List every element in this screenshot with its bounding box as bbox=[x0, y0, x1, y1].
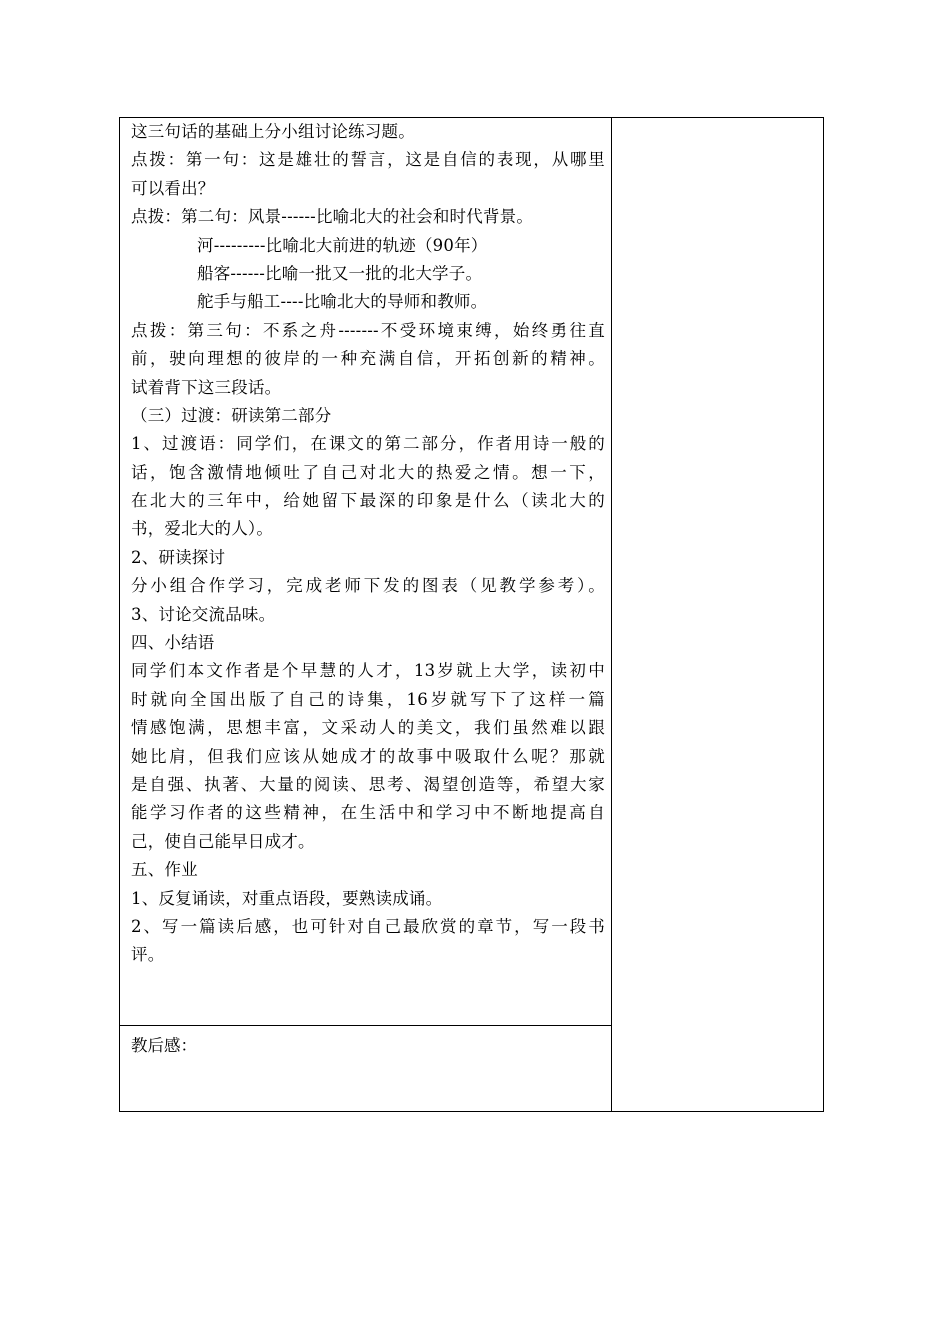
lesson-line: 2、研读探讨 bbox=[131, 547, 226, 567]
lesson-line: 情感饱满，思想丰富，文采动人的美文，我们虽然难以跟 bbox=[131, 718, 605, 738]
lesson-line: 是自强、执著、大量的阅读、思考、渴望创造等，希望大家 bbox=[131, 774, 605, 794]
lesson-line: 书，爱北大的人）。 bbox=[131, 519, 274, 539]
lesson-content-cell bbox=[131, 118, 605, 1023]
notes-column-cell bbox=[612, 118, 823, 1111]
lesson-line: 这三句话的基础上分小组讨论练习题。 bbox=[131, 122, 415, 141]
lesson-line: 船客------比喻一批又一批的北大学子。 bbox=[197, 263, 483, 283]
reflection-label: 教后感： bbox=[131, 1036, 197, 1055]
lesson-line: 前，驶向理想的彼岸的一种充满自信，开拓创新的精神。 bbox=[131, 349, 605, 369]
lesson-text-body bbox=[131, 118, 605, 970]
lesson-line: 评。 bbox=[131, 945, 165, 965]
lesson-line: 话，饱含激情地倾吐了自己对北大的热爱之情。想一下， bbox=[131, 462, 605, 482]
lesson-line: 可以看出？ bbox=[131, 178, 215, 198]
lesson-line: 点拨：第三句：不系之舟-------不受环境束缚，始终勇往直 bbox=[131, 320, 605, 340]
lesson-line: 点拨：第一句：这是雄壮的誓言，这是自信的表现，从哪里 bbox=[131, 150, 605, 170]
lesson-line: 在北大的三年中，给她留下最深的印象是什么（读北大的 bbox=[131, 491, 605, 511]
lesson-line: 2、写一篇读后感，也可针对自己最欣赏的章节，写一段书 bbox=[131, 916, 605, 936]
lesson-line: 四、小结语 bbox=[131, 633, 215, 653]
lesson-line: （三）过渡：研读第二部分 bbox=[131, 405, 332, 425]
lesson-line: 舵手与船工----比喻北大的导师和教师。 bbox=[197, 292, 488, 312]
lesson-line: 1、反复诵读，对重点语段，要熟读成诵。 bbox=[131, 888, 443, 908]
lesson-plan-table bbox=[119, 117, 824, 1112]
lesson-line: 能学习作者的这些精神，在生活中和学习中不断地提高自 bbox=[131, 803, 605, 823]
lesson-line: 试着背下这三段话。 bbox=[131, 377, 282, 397]
lesson-line: 时就向全国出版了自己的诗集，16岁就写下了这样一篇 bbox=[131, 689, 605, 709]
lesson-line: 河---------比喻北大前进的轨迹（90年） bbox=[197, 235, 488, 255]
lesson-line: 同学们本文作者是个早慧的人才，13岁就上大学，读初中 bbox=[131, 661, 605, 681]
lesson-line: 她比肩，但我们应该从她成才的故事中吸取什么呢？那就 bbox=[131, 746, 605, 766]
lesson-line: 五、作业 bbox=[131, 860, 198, 880]
lesson-line: 3、讨论交流品味。 bbox=[131, 604, 276, 624]
lesson-line: 己，使自己能早日成才。 bbox=[131, 831, 315, 851]
reflection-cell bbox=[131, 1026, 605, 1111]
lesson-line: 点拨：第二句：风景------比喻北大的社会和时代背景。 bbox=[131, 207, 534, 227]
lesson-line: 1、过渡语：同学们，在课文的第二部分，作者用诗一般的 bbox=[131, 434, 605, 454]
lesson-line: 分小组合作学习，完成老师下发的图表（见教学参考）。 bbox=[131, 576, 605, 596]
